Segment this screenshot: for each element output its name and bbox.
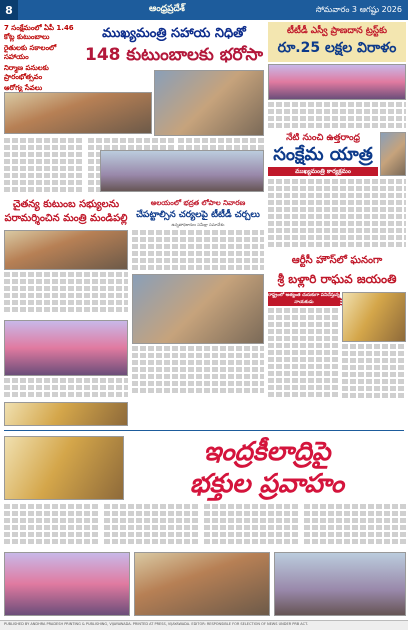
- masthead: ఆంధ్రప్రదేశ్: [149, 4, 185, 14]
- raghava-kicker: ఆర్టీసీ హౌస్‌లో ఘనంగా: [291, 255, 383, 266]
- minister-photo: [4, 230, 128, 270]
- minister-headline: చైతన్య కుటుంబ సభ్యులను పరామర్శించిన మంత్రి మండిపల్లి: [4, 199, 128, 224]
- main-body-col1: [4, 138, 84, 196]
- ttd-body-2: [132, 346, 264, 402]
- raghava-box-label: రాష్ట్రంలో అత్యంత చురుకుగా పనిచేస్తున్న నాయకుడు: [268, 293, 340, 305]
- minister-body: [4, 272, 128, 318]
- raghava-photo: [342, 292, 406, 342]
- bottom-body-col2: [104, 504, 200, 548]
- bottom-photo-2: [134, 552, 270, 616]
- brief-item: రైతులకు సకాలంలో సహాయం: [4, 44, 57, 61]
- temple-photo: [4, 436, 124, 500]
- page-header: [0, 0, 408, 20]
- brief-item: 7 సంక్షేమంలో ఏపీ 1.46 కోట్ల కుటుంబాలు: [4, 24, 74, 41]
- raghava-body-2: [342, 344, 406, 402]
- briefs-list: [4, 24, 80, 92]
- bottom-headline-line2: భక్తుల ప్రవాహం: [189, 469, 345, 499]
- bottom-body-col1: [4, 504, 100, 548]
- raghava-headline: శ్రీ బళ్లారి రాఘవ జయంతి: [277, 272, 397, 286]
- page-number: 8: [0, 0, 18, 20]
- minister-caption: [4, 378, 128, 400]
- bottom-body-col4: [304, 504, 406, 548]
- yatra-subhead: ముఖ్యమంత్రి కార్యక్రమం: [268, 167, 378, 176]
- ttd-photo: [132, 274, 264, 344]
- left-mid-photo-top: [100, 150, 264, 192]
- main-photo-2: [154, 70, 264, 136]
- minister-photo-2: [4, 320, 128, 376]
- footer-imprint: PUBLISHED BY ANDHRA PRADESH PRINTING & PUBLISHING, VIJAYAWADA. PRINTED AT PRESS, VIJAYAWADA. EDITOR: RESPONSIBLE FOR SELECTION OF NEWS UNDER PRB ACT.: [0, 620, 408, 630]
- bottom-photo-3: [274, 552, 406, 616]
- brief-item: ఆరోగ్య సేవలు: [4, 84, 43, 92]
- main-headline: 148 కుటుంబాలకు భరోసా: [84, 45, 263, 65]
- bottom-photo-1: [4, 552, 130, 616]
- brief-item: నిర్మాణ పనులకు ప్రారంభోత్సవం: [4, 64, 49, 81]
- right-top-body: [268, 102, 406, 130]
- right-top-headline: రూ.25 లక్షల విరాళం: [277, 40, 397, 56]
- ttd-kicker: అలయంలో భద్రత లోపాల నివారణ: [150, 199, 246, 207]
- ttd-headline: చేపట్టాల్సిన చర్యలపై టీటీడీ చర్చలు: [136, 210, 260, 220]
- raghava-body-1: [268, 308, 340, 402]
- right-top-kicker: టీటీడీ ఎస్వీ ప్రాణదాన ట్రస్ట్‌కు: [287, 26, 387, 36]
- ttd-body: [132, 230, 264, 272]
- ttd-subhead: ఉన్నతాధికారుల సమీక్షా సమావేశం: [171, 222, 225, 227]
- bottom-headline-line1: ఇంద్రకీలాద్రిపై: [203, 437, 331, 467]
- yatra-kicker: నేటి నుంచి ఉత్తరాంధ్ర: [286, 133, 360, 143]
- bottom-body-col3: [204, 504, 300, 548]
- main-kicker: ముఖ్యమంత్రి సహాయ నిధితో: [102, 26, 246, 41]
- main-photo: [4, 92, 152, 134]
- section-divider: [4, 430, 404, 431]
- yatra-photo: [380, 132, 406, 176]
- yatra-body: [268, 179, 406, 251]
- temple-photo-small: [4, 402, 128, 426]
- issue-date: సోమవారం 3 ఆగష్టు 2026: [315, 4, 402, 14]
- right-top-photo: [268, 64, 406, 100]
- yatra-headline: సంక్షేమ యాత్ర: [273, 144, 373, 165]
